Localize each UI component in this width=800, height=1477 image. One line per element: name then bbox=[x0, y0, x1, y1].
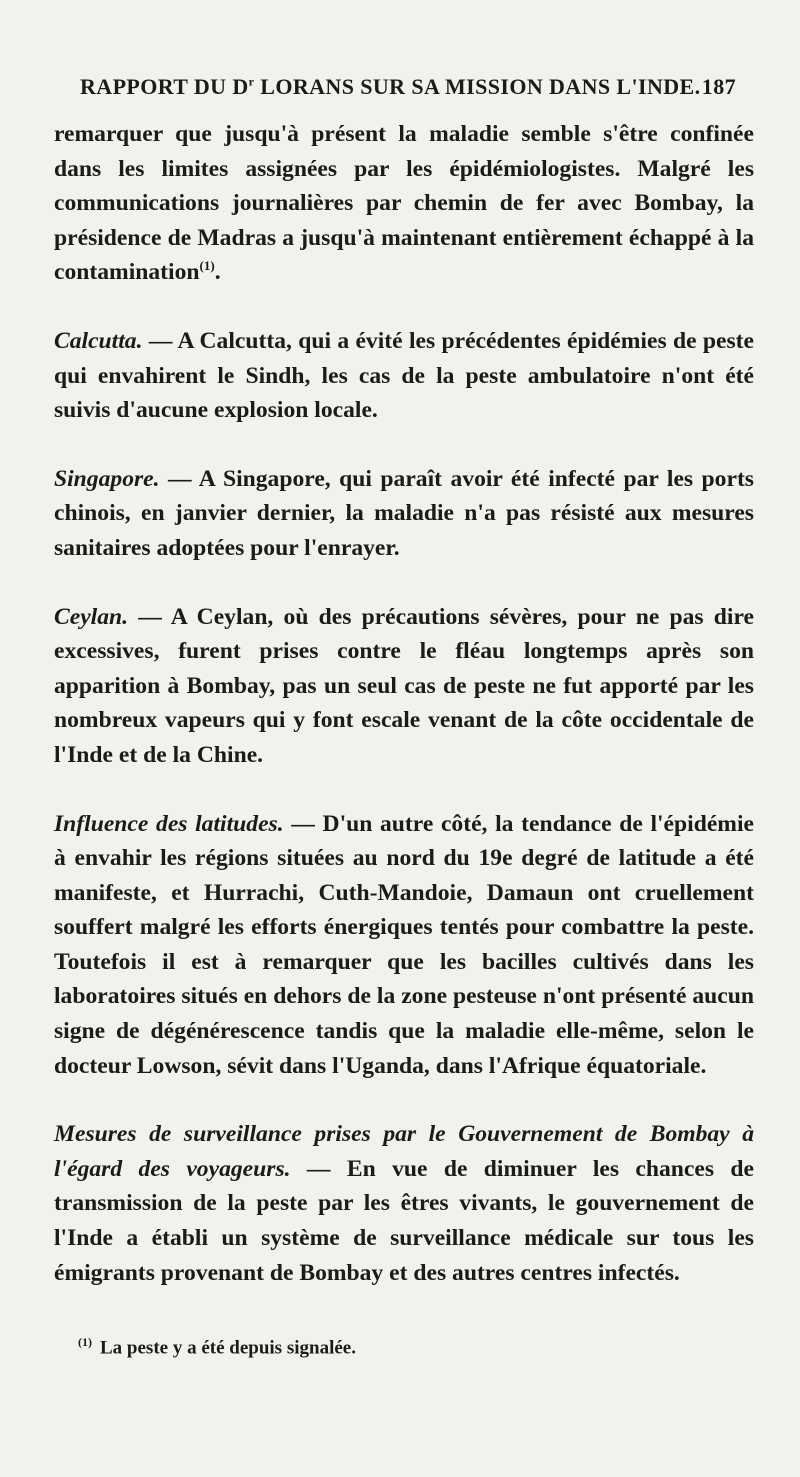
paragraph-singapore: Singapore. — A Singapore, qui paraît avoir été infecté par les ports chinois, en janvier dernier, la maladie n'a pas résisté aux mesures sanitaires adoptées pour l'enrayer. bbox=[54, 465, 754, 561]
paragraph-contamination: remarquer que jusqu'à présent la maladie semble s'être confinée dans les limites assignées par les épidémiologistes. Malgré les communications journalières par chemin de fer avec Bombay, la présidence de Madras a jusqu'à maintenant entièrement échappé à la contamination$^{(1)}$. bbox=[54, 121, 754, 286]
running-title: RAPPORT DU $D^r$ LORANS SUR SA MISSION DANS L'INDE. bbox=[80, 74, 701, 99]
section-lead-surveillance: Mesures de surveillance prises par le Gouvernement de Bombay à l'égard des voyageurs. bbox=[54, 1121, 754, 1182]
running-header bbox=[80, 74, 736, 100]
section-lead-singapore: Singapore. bbox=[54, 465, 160, 492]
paragraph-latitudes: Influence des latitudes. — D'un autre côté, la tendance de l'épidémie à envahir les régions situées au nord du 19e degré de latitude a été manifeste, et Hurrachi, Cuth-Mandoie, Damaun ont cruellement souffert malgré les efforts énergiques tentés pour combattre la peste. Toutefois il est à remarquer que les bacilles cultivés dans les laboratoires situés en dehors de la zone pesteuse n'ont présenté aucun signe de dégénérescence tandis que la maladie elle-même, selon le docteur Lowson, sévit dans l'Uganda, dans l'Afrique équatoriale. bbox=[54, 810, 754, 1079]
footnote-reference: (1) bbox=[199, 258, 215, 274]
footnote-text: La peste y a été depuis signalée. bbox=[100, 1337, 356, 1359]
page-number: 187 bbox=[701, 74, 736, 99]
footnote-number: (1) bbox=[78, 1335, 92, 1349]
section-lead-latitudes: Influence des latitudes. bbox=[54, 810, 284, 837]
body-text bbox=[54, 117, 754, 1324]
paragraph-calcutta: Calcutta. — A Calcutta, qui a évité les précédentes épidémies de peste qui envahirent le Sindh, les cas de la peste ambulatoire n'ont été suivis d'aucune explosion locale. bbox=[54, 327, 754, 424]
paragraph-ceylan: Ceylan. — A Ceylan, où des précautions sévères, pour ne pas dire excessives, furent prises contre le fléau longtemps après son apparition à Bombay, pas un seul cas de peste ne fut apporté par les nombreux vapeurs qui y font escale venant de la côte occidentale de l'Inde et de la Chine. bbox=[54, 603, 754, 768]
section-lead-ceylan: Ceylan. bbox=[54, 603, 129, 630]
footnote bbox=[78, 1335, 760, 1359]
section-lead-calcutta: Calcutta. bbox=[54, 327, 143, 354]
paragraph-surveillance: Mesures de surveillance prises par le Gouvernement de Bombay à l'égard des voyageurs. — En vue de diminuer les chances de transmission de la peste par les êtres vivants, le gouvernement de l'Inde a établi un système de surveillance médicale sur tous les émigrants provenant de Bombay et des autres centres infectés. bbox=[54, 1121, 754, 1286]
